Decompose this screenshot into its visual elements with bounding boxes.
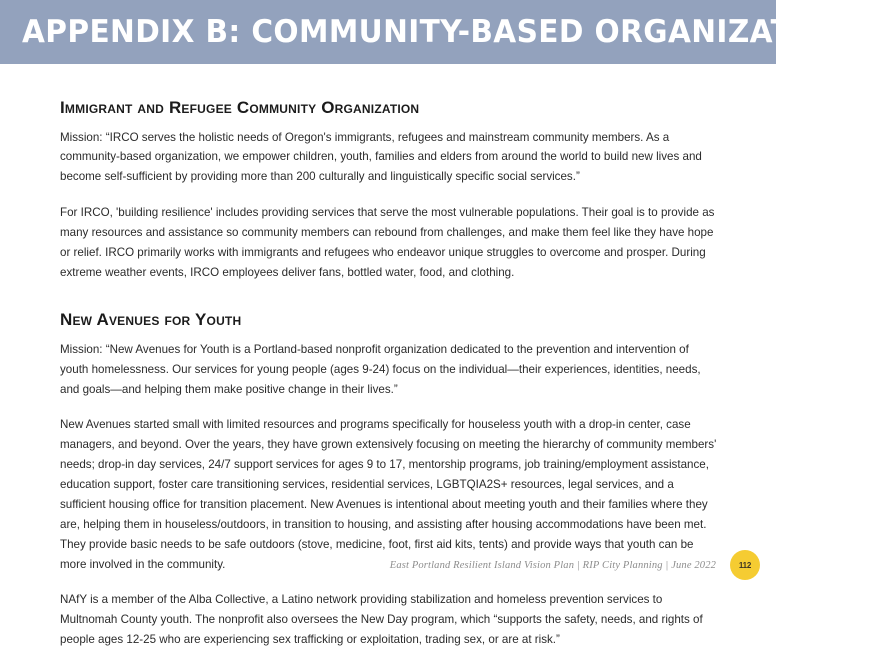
page-number-badge — [730, 550, 760, 580]
appendix-banner — [0, 0, 875, 64]
paragraph-nafy-alba-collective: NAfY is a member of the Alba Collective, a Latino network providing stabilization and homeless prevention services to Multnomah County youth. The nonprofit also oversees the New Day program, which “supports the safety, needs, and rights of people ages 12-25 who are experiencing sex trafficking or exploitation, trading sex, or are at risk.” — [60, 592, 703, 646]
footer-credit: East Portland Resilient Island Vision Plan | RIP City Planning | June 2022 — [389, 559, 716, 571]
section-heading-new-avenues-for-youth: New Avenues for Youth — [60, 310, 242, 330]
paragraph-irco-resilience: For IRCO, 'building resilience' includes providing services that serve the most vulnerable populations. Their goal is to provide as many resources and assistance so community members can rebound from challenges, and make them feel like they have hope or relief. IRCO primarily works with immigrants and refugees who endeavor unique struggles to overcome and prosper. During extreme weather events, IRCO employees deliver fans, bottled water, food, and clothing. — [60, 206, 715, 280]
page-title: APPENDIX B: COMMUNITY-BASED ORGANIZATIONS — [22, 13, 875, 50]
page-number: 112 — [738, 560, 752, 570]
paragraph-irco-mission: Mission: “IRCO serves the holistic needs of Oregon's immigrants, refugees and mainstream community members. As a community-based organization, we empower children, youth, families and elders from around the world to build new lives and become self-sufficient by providing more than 200 culturally and linguistically specific social services.” — [60, 130, 702, 184]
page-footer — [0, 548, 776, 582]
section-new-avenues-for-youth — [60, 310, 720, 650]
section-irco — [60, 98, 720, 283]
section-heading-irco: Immigrant and Refugee Community Organization — [60, 98, 420, 117]
paragraph-nafy-mission: Mission: “New Avenues for Youth is a Portland-based nonprofit organization dedicated to the prevention and intervention of youth homelessness. Our services for young people (ages 9-24) focus on the individual—their experiences, identities, needs, and goals—and helping them make positive change in their lives.” — [60, 342, 701, 396]
paragraph-nafy-services: New Avenues started small with limited resources and programs specifically for houseless youth with a drop-in center, case managers, and beyond. Over the years, they have grown extensively focusing on meeting the hierarchy of community members' needs; drop-in day services, 24/7 support services for ages 9 to 17, mentorship programs, job training/employment assistance, education support, foster care transitioning services, residential services, LGBTQIA2S+ resources, legal services, and a sufficient housing office for transition placement. New Avenues is intentional about meeting youth and their families where they are, helping them in houseless/outdoors, in transition to housing, and assisting after housing accommodations have been met. They provide basic needs to be safe outdoors (stove, medicine, foot, first aid kits, tents) and provide ways that youth can be more involved in the community. — [60, 418, 717, 572]
